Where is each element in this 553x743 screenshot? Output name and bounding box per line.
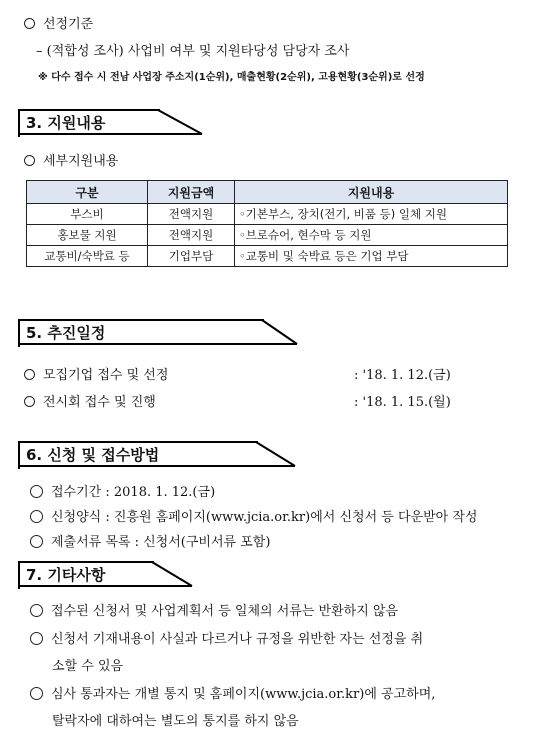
section-heading-3: 3. 지원내용 xyxy=(18,109,203,135)
schedule-item: 모집기업 접수 및 선정 xyxy=(24,364,168,383)
application-item: 신청양식 : 진흥원 홈페이지(www.jcia.or.kr)에서 신청서 등 다운받아 작성 xyxy=(30,506,477,525)
circle-bullet-icon xyxy=(24,18,35,29)
circle-bullet-icon xyxy=(30,535,43,548)
schedule-date: : '18. 1. 12.(금) xyxy=(354,368,451,383)
table-cell: 교통비/숙박료 등 xyxy=(27,246,148,267)
other-item-continuation: 탈락자에 대하여는 별도의 통지를 하지 않음 xyxy=(52,714,299,729)
circle-bullet-icon xyxy=(30,604,43,617)
table-header: 지원금액 xyxy=(148,181,235,204)
criteria-heading: 선정기준 xyxy=(24,13,93,32)
other-item: 심사 통과자는 개별 통지 및 홈페이지(www.jcia.or.kr)에 공고하며, xyxy=(30,683,435,702)
circle-bullet-icon xyxy=(24,369,35,380)
criteria-dash-item: – (적합성 조사) 사업비 여부 및 지원타당성 담당자 조사 xyxy=(36,44,350,59)
section-heading-5: 5. 추진일정 xyxy=(18,319,298,345)
circle-bullet-icon xyxy=(30,632,43,645)
schedule-item: 전시회 접수 및 진행 xyxy=(24,391,156,410)
table-row xyxy=(27,246,508,267)
support-subheading: 세부지원내용 xyxy=(24,150,118,169)
circle-bullet-icon xyxy=(24,396,35,407)
section-heading-7: 7. 기타사항 xyxy=(18,561,193,587)
circle-bullet-icon xyxy=(30,510,43,523)
criteria-note: ※ 다수 접수 시 전남 사업장 주소지(1순위), 매출현황(2순위), 고용현황(3순위)로 선정 xyxy=(38,72,425,83)
table-cell: ◦교통비 및 숙박료 등은 기업 부담 xyxy=(235,246,508,267)
table-cell: 부스비 xyxy=(27,204,148,225)
table-cell: 홍보물 지원 xyxy=(27,225,148,246)
table-header: 지원내용 xyxy=(235,181,508,204)
other-item-continuation: 소할 수 있음 xyxy=(52,659,124,674)
table-cell: 전액지원 xyxy=(148,204,235,225)
table-cell: 기업부담 xyxy=(148,246,235,267)
table-row xyxy=(27,225,508,246)
table-header-row xyxy=(27,181,508,204)
application-item: 제출서류 목록 : 신청서(구비서류 포함) xyxy=(30,531,270,550)
schedule-date: : '18. 1. 15.(월) xyxy=(354,395,451,410)
circle-bullet-icon xyxy=(24,155,35,166)
support-table xyxy=(26,180,508,267)
section-heading-6: 6. 신청 및 접수방법 xyxy=(18,441,296,467)
circle-bullet-icon xyxy=(30,485,43,498)
table-header: 구분 xyxy=(27,181,148,204)
other-item: 접수된 신청서 및 사업계획서 등 일체의 서류는 반환하지 않음 xyxy=(30,600,398,619)
table-cell: ◦브로슈어, 현수막 등 지원 xyxy=(235,225,508,246)
other-item: 신청서 기재내용이 사실과 다르거나 규정을 위반한 자는 선정을 취 xyxy=(30,628,423,647)
table-cell: 전액지원 xyxy=(148,225,235,246)
circle-bullet-icon xyxy=(30,687,43,700)
table-cell: ◦기본부스, 장치(전기, 비품 등) 일체 지원 xyxy=(235,204,508,225)
application-item: 접수기간 : 2018. 1. 12.(금) xyxy=(30,481,215,500)
table-row xyxy=(27,204,508,225)
